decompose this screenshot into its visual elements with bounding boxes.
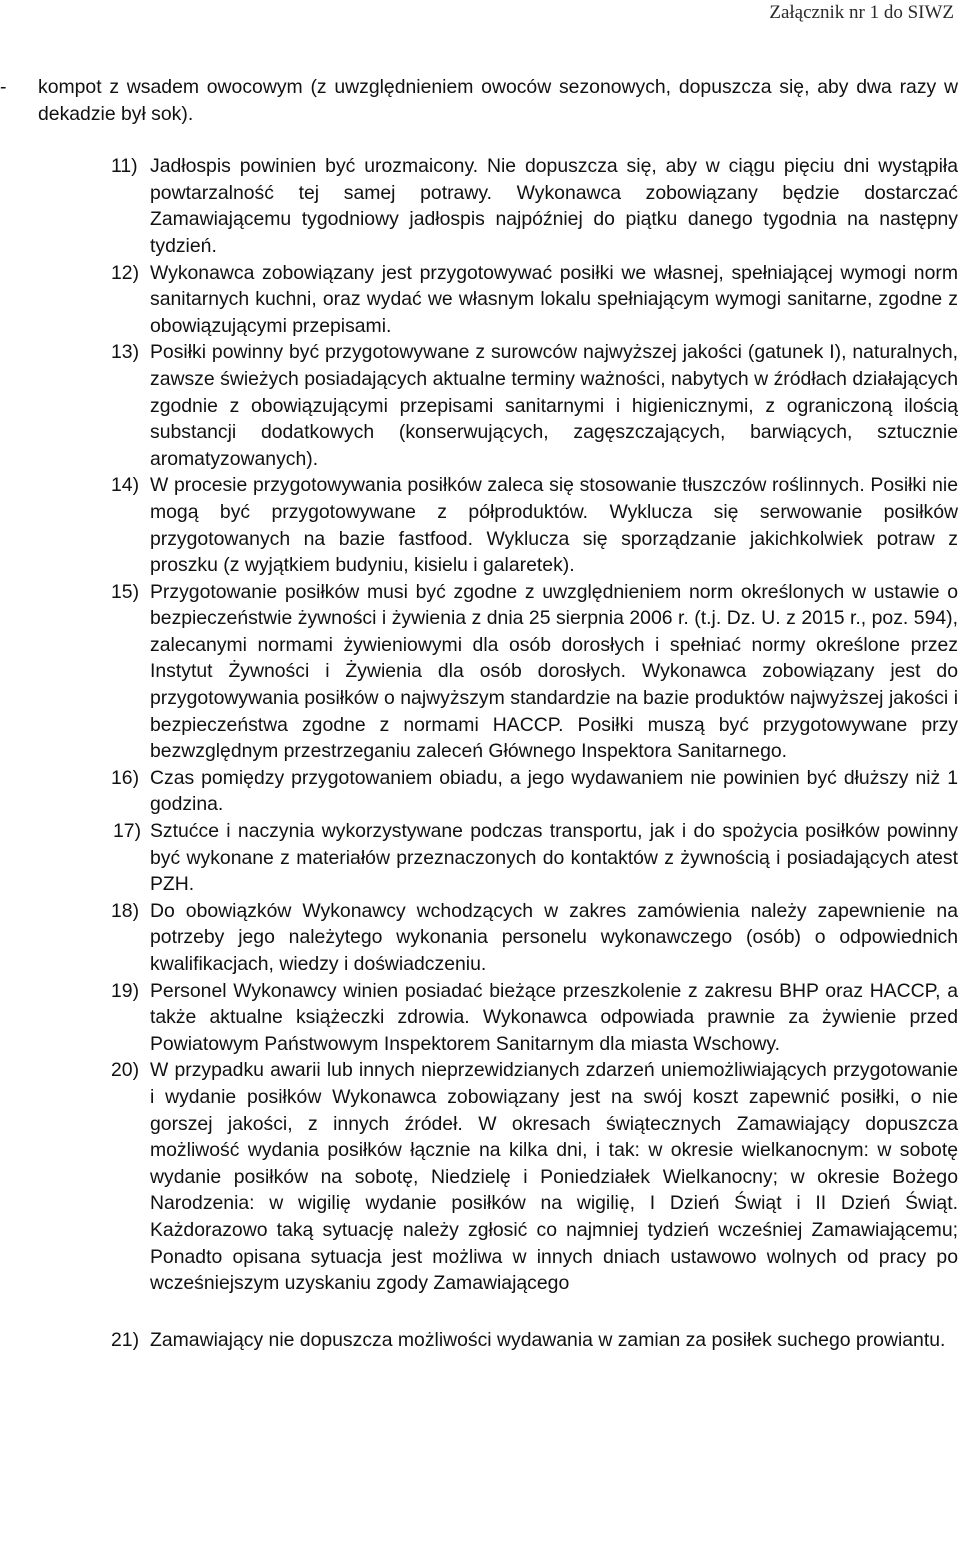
list-item <box>0 472 958 578</box>
list-item-text: Personel Wykonawcy winien posiadać bieżące przeszkolenie z zakresu BHP oraz HACCP, a także aktualne książeczki zdrowia. Wykonawca odpowiada prawnie za żywienie przed Powiatowym Państwowym Inspektorem Sanitarnym dla miasta Wschowy. <box>150 979 958 1055</box>
list-item-text: Do obowiązków Wykonawcy wchodzących w zakres zamówienia należy zapewnienie na potrzeby jego należytego wykonania personelu wykonawczego (osób) o odpowiednich kwalifikacjach, wiedzy i doświadczeniu. <box>150 899 958 975</box>
list-item <box>0 579 958 765</box>
list-marker: - <box>0 76 7 98</box>
list-item-text: Wykonawca zobowiązany jest przygotowywać posiłki we własnej, spełniającej wymogi norm sanitarnych kuchni, oraz wydać we własnym lokalu spełniającym wymogi sanitarne, zgodne z obowiązującymi przepisami. <box>150 261 958 337</box>
list-item <box>0 260 958 340</box>
list-marker: 11) <box>111 155 138 178</box>
list-marker: 13) <box>111 341 140 364</box>
list-item-text: Zamawiający nie dopuszcza możliwości wydawania w zamian za posiłek suchego prowiantu. <box>150 1328 946 1351</box>
list-item-text: Jadłospis powinien być urozmaicony. Nie dopuszcza się, aby w ciągu pięciu dni wystąpiła powtarzalność tej samej potrawy. Wykonawca zobowiązany będzie dostarczać Zamawiającemu tygodniowy jadłospis najpóźniej do piątku danego tygodnia na następny tydzień. <box>150 155 958 257</box>
list-marker: 17) <box>113 820 142 843</box>
list-item <box>0 74 958 127</box>
list-item <box>0 818 958 898</box>
list-marker: 15) <box>111 580 140 603</box>
document-body <box>0 74 958 1353</box>
list-item <box>0 1057 958 1296</box>
list-marker: 18) <box>111 899 140 922</box>
list-item <box>0 339 958 472</box>
list-item-text: W procesie przygotowywania posiłków zaleca się stosowanie tłuszczów roślinnych. Posiłki nie mogą być przygotowywane z półproduktów. Wyklucza się serwowanie posiłków przygotowanych na bazie fastfood. Wyklucza się sporządzanie jakichkolwiek potraw z proszku (z wyjątkiem budyniu, kisielu i galaretek). <box>150 474 958 577</box>
list-item <box>0 765 958 818</box>
list-marker: 20) <box>111 1059 140 1082</box>
list-item-text: Sztućce i naczynia wykorzystywane podczas transportu, jak i do spożycia posiłków powinny być wykonane z materiałów przeznaczonych do kontaktów z żywnością i posiadających atest PZH. <box>150 820 958 896</box>
list-item <box>0 898 958 978</box>
list-marker: 14) <box>111 474 140 497</box>
list-marker: 21) <box>111 1328 140 1351</box>
list-item-text: Przygotowanie posiłków musi być zgodne z uwzględnieniem norm określonych w ustawie o bezpieczeństwie żywności i żywienia z dnia 25 sierpnia 2006 r. (t.j. Dz. U. z 2015 r., poz. 594), zalecanymi normami żywieniowymi dla osób dorosłych i spełniać normy określone przez Instytut Żywności i Żywienia dla osób dorosłych. Wykonawca zobowiązany jest do przygotowywania posiłków o najwyższym standardzie na bazie produktów najwyższej jakości i bezpieczeństwa zgodne z normami HACCP. Posiłki muszą być przygotowywane przy bezwzględnym przestrzeganiu zaleceń Głównego Inspektora Sanitarnego. <box>150 580 958 763</box>
list-marker: 12) <box>111 261 140 284</box>
list-marker: 16) <box>111 766 140 789</box>
list-item-text: Czas pomiędzy przygotowaniem obiadu, a jego wydawaniem nie powinien być dłuższy niż 1 godzina. <box>150 766 958 816</box>
list-item-text: W przypadku awarii lub innych nieprzewidzianych zdarzeń uniemożliwiających przygotowanie i wydanie posiłków Wykonawca zobowiązany jest na swój koszt zapewnić posiłki, o nie gorszej jakości, z innych źródeł. W okresach świątecznych Zamawiający dopuszcza możliwość wydania posiłków łącznie na kilka dni, i tak: w okresie wielkanocnym: w sobotę wydanie posiłków na sobotę, Niedzielę i Poniedziałek Wielkanocny; w okresie Bożego Narodzenia: w wigilię wydanie posiłków na wigilię, I Dzień Świąt i II Dzień Świąt. Każdorazowo taką sytuację należy zgłosić co najmniej tydzień wcześniej Zamawiającemu; Ponadto opisana sytuacja jest możliwa w innych dniach ustawowo wolnych od pracy po wcześniejszym uzyskaniu zgody Zamawiającego <box>150 1059 958 1295</box>
attachment-header: Załącznik nr 1 do SIWZ <box>769 2 954 23</box>
list-item-text: Posiłki powinny być przygotowywane z surowców najwyższej jakości (gatunek I), naturalnych, zawsze świeżych posiadających aktualne terminy ważności, nabytych w źródłach działających zgodnie z obowiązującymi przepisami sanitarnymi i higienicznymi, z ograniczoną ilością substancji dodatkowych (konserwujących, zagęszczających, barwiących, sztucznie aromatyzowanych). <box>150 341 958 470</box>
list-item-text: kompot z wsadem owocowym (z uwzględnieniem owoców sezonowych, dopuszcza się, aby dwa razy w dekadzie był sok). <box>38 76 958 125</box>
list-item <box>0 1327 958 1354</box>
list-marker: 19) <box>111 979 140 1002</box>
list-item <box>0 978 958 1058</box>
list-item <box>0 153 958 259</box>
